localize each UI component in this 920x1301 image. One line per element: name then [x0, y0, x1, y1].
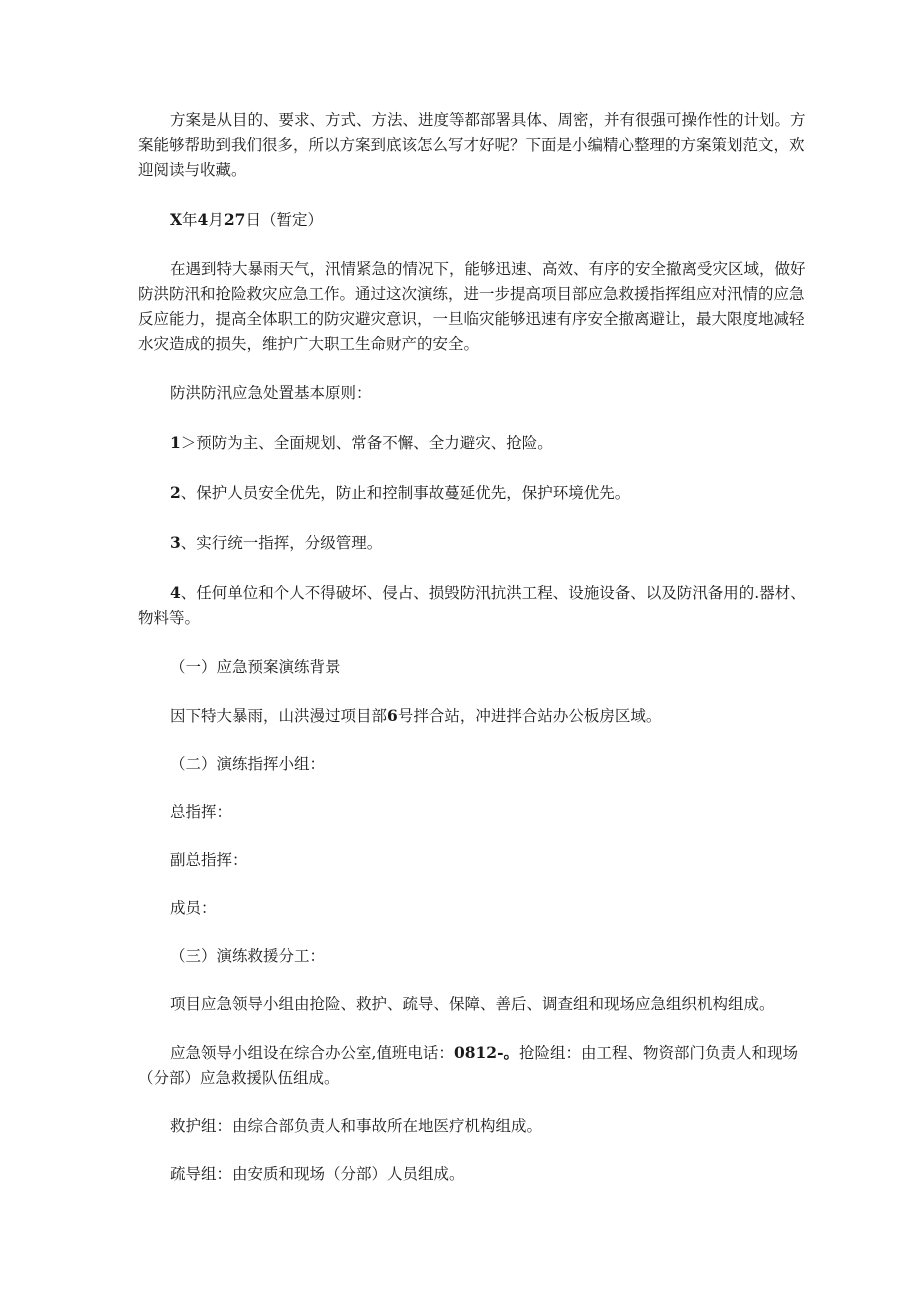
principle-item — [138, 480, 808, 506]
section-intro: 项目应急领导小组由抢险、救护、疏导、保障、善后、调查组和现场应急组织机构组成。 — [170, 995, 775, 1013]
date-month-label: 月 — [208, 211, 224, 229]
section-title: （三）演练救援分工： — [170, 947, 326, 965]
date-line — [138, 207, 808, 233]
principle-number: 3 — [170, 533, 181, 552]
members-line: 成员： — [170, 899, 217, 917]
date-year-placeholder: X — [170, 210, 183, 229]
section-title: （二）演练指挥小组： — [170, 755, 326, 773]
section-body-text: 因下特大暴雨，山洪漫过项目部 — [170, 707, 388, 725]
principle-text: 、保护人员安全优先，防止和控制事故蔓延优先，保护环境优先。 — [180, 484, 631, 502]
date-year-label: 年 — [182, 211, 198, 229]
section-body — [138, 703, 808, 729]
principle-number: 1 — [170, 433, 181, 452]
guide-group-line: 疏导组：由安质和现场（分部）人员组成。 — [170, 1165, 465, 1183]
intro-paragraph: 方案是从目的、要求、方式、方法、进度等都部署具体、周密，并有很强可操作性的计划。方案能够帮助到我们很多，所以方案到底该怎么写才好呢？下面是小编精心整理的方案策划范文，欢迎阅读与收藏。 — [138, 111, 806, 179]
section-title: （一）应急预案演练背景 — [170, 658, 341, 676]
date-suffix: 日（暂定） — [245, 211, 323, 229]
rescue-team-text: 抢险组：由工程、物资部门负责人和现场（分部）应急救援队伍组成。 — [138, 1044, 799, 1087]
section-body-text: 号拌合站，冲进拌合站办公板房区域。 — [397, 707, 662, 725]
principle-text: 、实行统一指挥，分级管理。 — [180, 534, 383, 552]
principle-number: 4 — [170, 583, 181, 602]
principle-text: 、任何单位和个人不得破坏、侵占、损毁防汛抗洪工程、设施设备、以及防汛备用的.器材、物料等。 — [138, 584, 806, 627]
duty-phone: 0812-。 — [453, 1043, 520, 1062]
commander-line: 总指挥： — [170, 803, 233, 821]
office-text: 应急领导小组设在综合办公室,值班电话： — [170, 1044, 454, 1062]
principle-item — [138, 430, 808, 456]
rescue-group-line: 救护组：由综合部负责人和事故所在地医疗机构组成。 — [170, 1117, 543, 1135]
principles-heading: 防洪防汛应急处置基本原则： — [170, 384, 372, 402]
principle-text: ＞预防为主、全面规划、常备不懈、全力避灾、抢险。 — [180, 434, 553, 452]
date-day-number: 27 — [223, 210, 246, 229]
station-number: 6 — [387, 706, 398, 725]
principle-item — [138, 580, 808, 631]
document-body — [138, 108, 808, 1187]
office-line — [138, 1040, 808, 1091]
principle-number: 2 — [170, 483, 181, 502]
date-month-number: 4 — [197, 210, 209, 229]
purpose-paragraph: 在遇到特大暴雨天气，汛情紧急的情况下，能够迅速、高效、有序的安全撤离受灾区域，做好防洪防汛和抢险救灾应急工作。通过这次演练，进一步提高项目部应急救援指挥组应对汛情的应急反应能力，提高全体职工的防灾避灾意识，一旦临灾能够迅速有序安全撤离避让，最大限度地减轻水灾造成的损失，维护广大职工生命财产的安全。 — [138, 260, 806, 353]
principle-item — [138, 530, 808, 556]
deputy-commander-line: 副总指挥： — [170, 851, 248, 869]
